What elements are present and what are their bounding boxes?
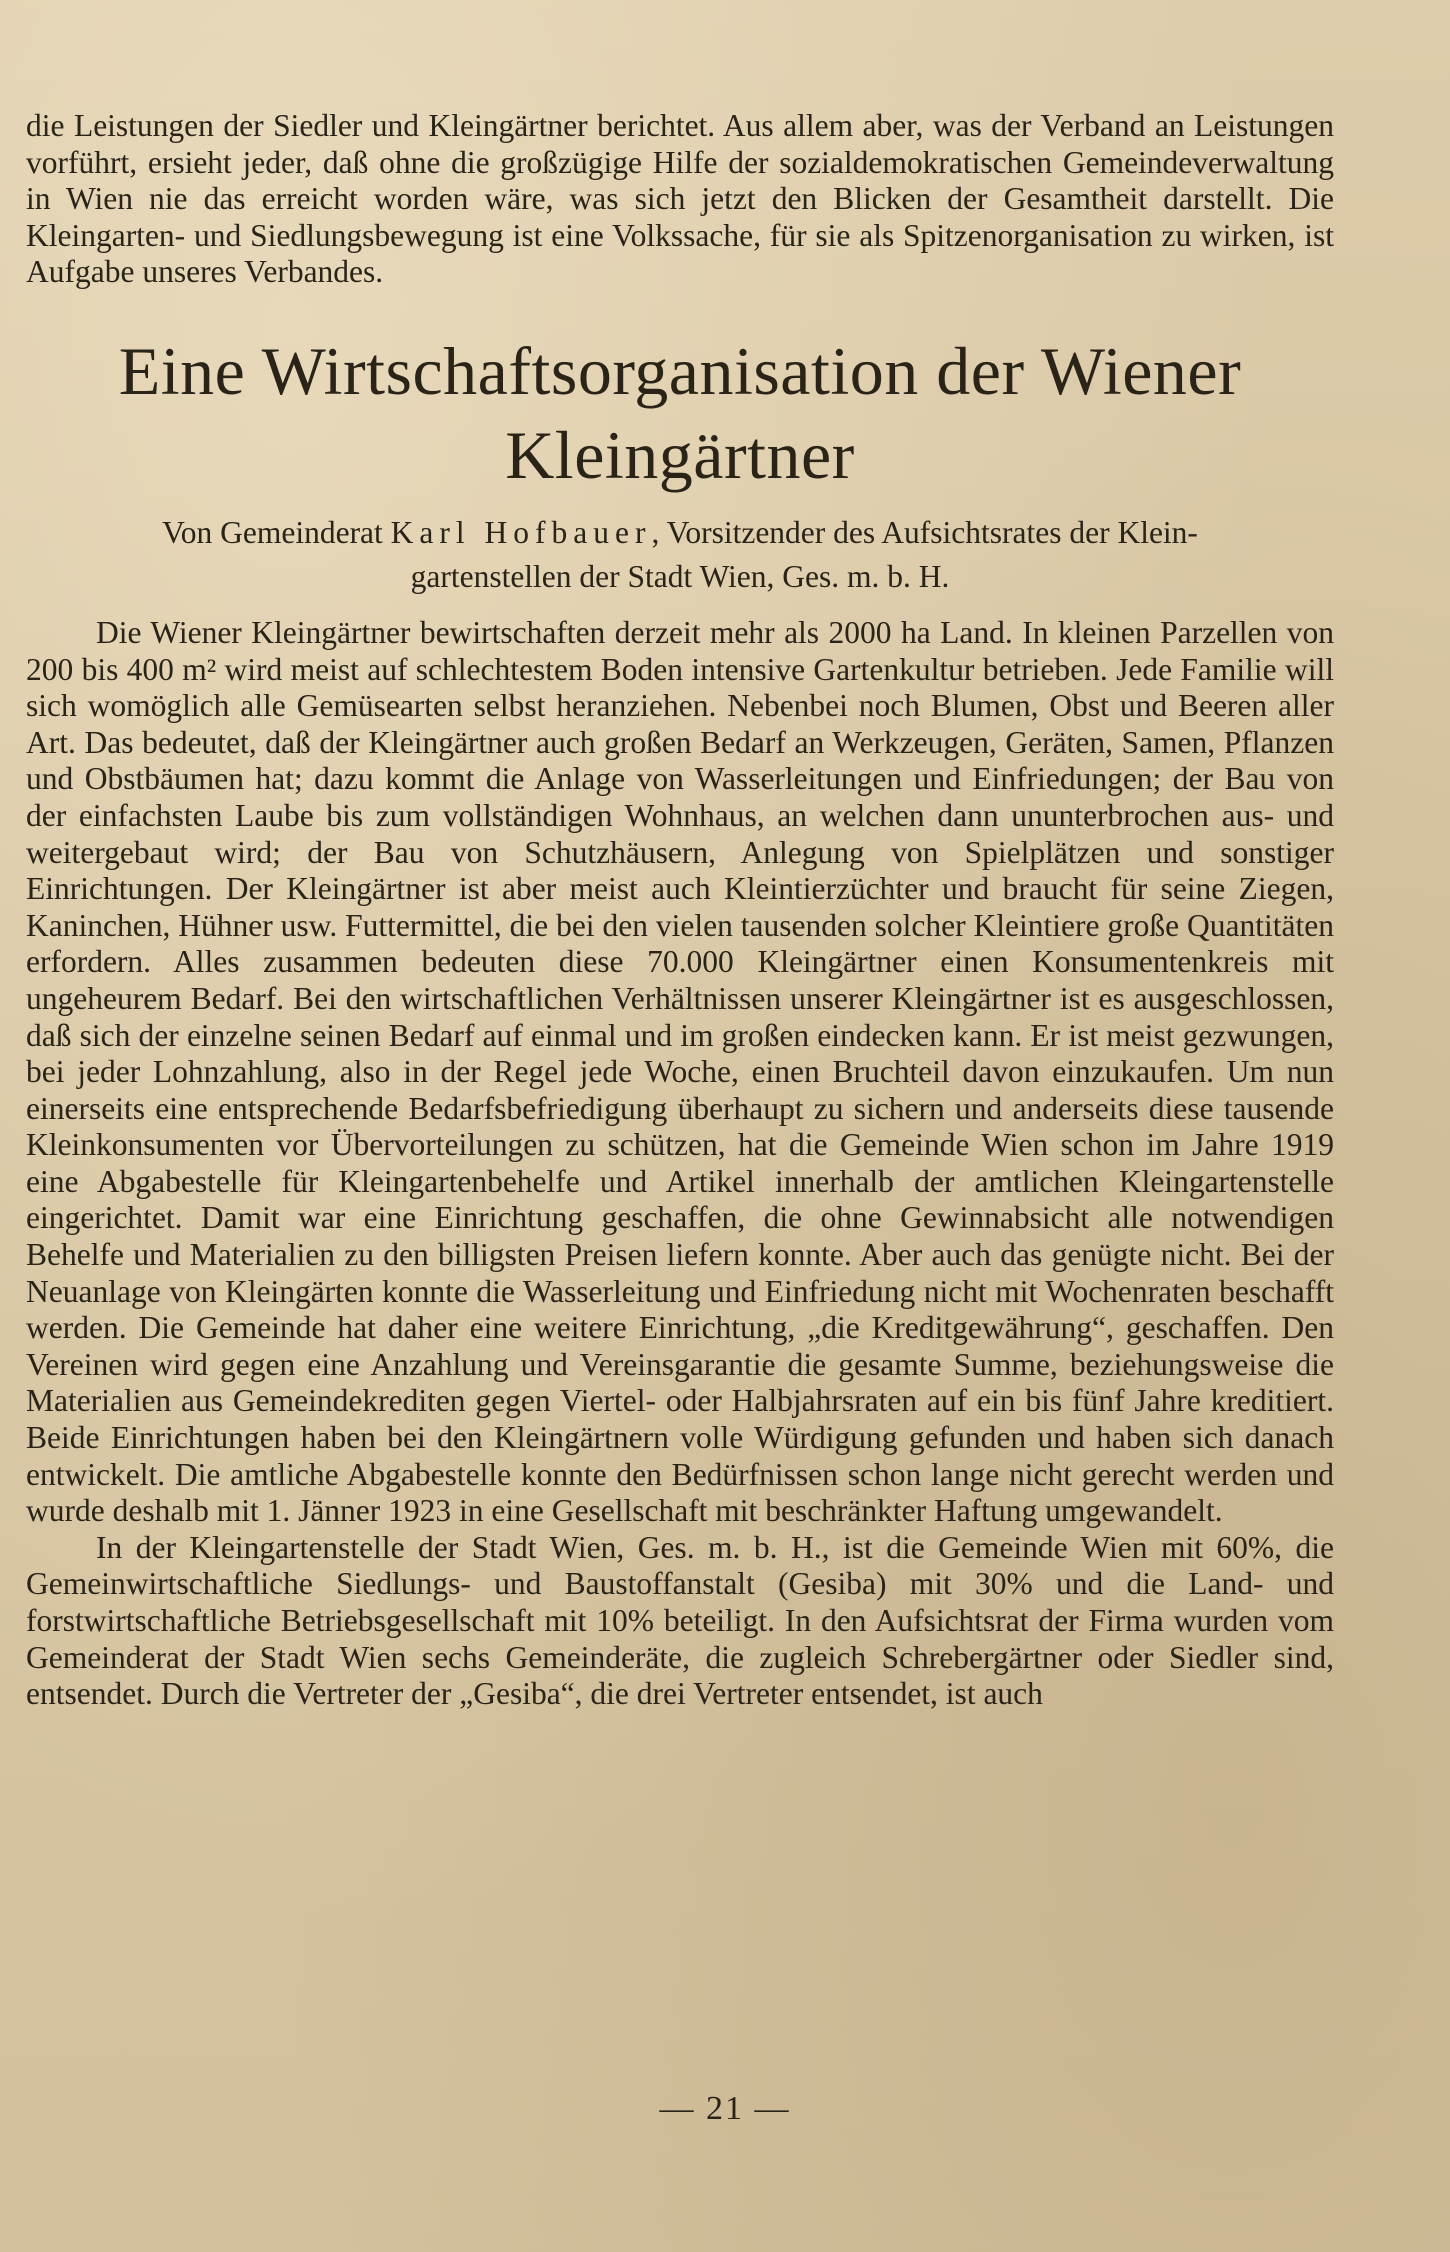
spacer (26, 599, 1334, 615)
article-paragraph-2: In der Kleingartenstelle der Stadt Wien, Ges. m. b. H., ist die Gemeinde Wien mit 60%, die Gemeinwirtschaftliche Siedlungs- und Baustoffanstalt (Gesiba) mit 30% und die Land- und forstwirtschaftliche Betriebsgesellschaft mit 10% beteiligt. In den Aufsichtsrat der Firma wurden vom Gemeinderat der Stadt Wien sechs Gemeinderäte, die zugleich Schrebergärtner oder Siedler sind, entsendet. Durch die Vertreter der „Gesiba“, die drei Vertreter entsendet, ist auch (26, 1529, 1334, 1712)
byline-suffix-line1: , Vorsitzender des Aufsichtsrates der Klein- (651, 514, 1198, 550)
article-paragraph-1: Die Wiener Kleingärtner bewirtschaften derzeit mehr als 2000 ha Land. In kleinen Parzellen von 200 bis 400 m² wird meist auf schlechtestem Boden intensive Gartenkultur betrieben. Jede Familie will sich womöglich alle Gemüsearten selbst heranziehen. Nebenbei noch Blumen, Obst und Beeren aller Art. Das bedeutet, daß der Kleingärtner auch großen Bedarf an Werkzeugen, Geräten, Samen, Pflanzen und Obstbäumen hat; dazu kommt die Anlage von Wasserleitungen und Einfriedungen; der Bau von der einfachsten Laube bis zum vollständigen Wohnhaus, an welchen dann ununterbrochen aus- und weitergebaut wird; der Bau von Schutzhäusern, Anlegung von Spielplätzen und sonstiger Einrichtungen. Der Kleingärtner ist aber meist auch Kleintierzüchter und braucht für seine Ziegen, Kaninchen, Hühner usw. Futtermittel, die bei den vielen tausenden solcher Kleintiere große Quantitäten erfordern. Alles zusammen bedeuten diese 70.000 Kleingärtner einen Konsumentenkreis mit ungeheurem Bedarf. Bei den wirtschaftlichen Verhältnissen unserer Kleingärtner ist es ausgeschlossen, daß sich der einzelne seinen Bedarf auf einmal und im großen eindecken kann. Er ist meist gezwungen, bei jeder Lohnzahlung, also in der Regel jede Woche, einen Bruchteil davon einzukaufen. Um nun einerseits eine entsprechende Bedarfsbefriedigung überhaupt zu sichern und anderseits diese tausende Kleinkonsumenten vor Übervorteilungen zu schützen, hat die Gemeinde Wien schon im Jahre 1919 eine Abgabestelle für Kleingartenbehelfe und Artikel innerhalb der amtlichen Kleingartenstelle eingerichtet. Damit war eine Einrichtung geschaffen, die ohne Gewinnabsicht alle notwendigen Behelfe und Materialien zu den billigsten Preisen liefern konnte. Aber auch das genügte nicht. Bei der Neuanlage von Kleingärten konnte die Wasserleitung und Einfriedung nicht mit Wochenraten beschafft werden. Die Gemeinde hat daher eine weitere Einrichtung, „die Kreditgewährung“, geschaffen. Den Vereinen wird gegen eine Anzahlung und Vereinsgarantie die gesamte Summe, beziehungsweise die Materialien aus Gemeindekrediten gegen Viertel- oder Halbjahrsraten auf ein bis fünf Jahre kreditiert. Beide Einrichtungen haben bei den Kleingärtnern volle Würdigung gefunden und haben sich danach entwickelt. Die amtliche Abgabestelle konnte den Bedürfnissen schon lange nicht gerecht werden und wurde deshalb mit 1. Jänner 1923 in eine Gesellschaft mit beschränkter Haftung umgewandelt. (26, 614, 1334, 1529)
article-title-line1: Eine Wirtschaftsorganisation der Wiener (118, 332, 1242, 409)
intro-paragraph: die Leistungen der Siedler und Kleingärtner berichtet. Aus allem aber, was der Verband an Leistungen vorführt, ersieht jeder, daß ohne die großzügige Hilfe der sozialdemokratischen Gemeindeverwaltung in Wien nie das erreicht worden wäre, was sich jetzt den Blicken der Gesamtheit darstellt. Die Kleingarten- und Siedlungsbewegung ist eine Volkssache, für sie als Spitzenorganisation zu wirken, ist Aufgabe unseres Verbandes. (26, 108, 1334, 290)
spacer (26, 291, 1334, 329)
page-number: — 21 — (659, 2090, 791, 2127)
article-byline (26, 511, 1334, 599)
article-title (26, 329, 1334, 497)
article-title-line2: Kleingärtner (505, 416, 855, 493)
spacer (26, 497, 1334, 511)
byline-author: Karl Hofbauer (390, 514, 652, 550)
page-content (26, 108, 1334, 1713)
byline-suffix-line2: gartenstellen der Stadt Wien, Ges. m. b. H. (410, 558, 950, 594)
byline-prefix: Von Gemeinderat (162, 514, 391, 550)
